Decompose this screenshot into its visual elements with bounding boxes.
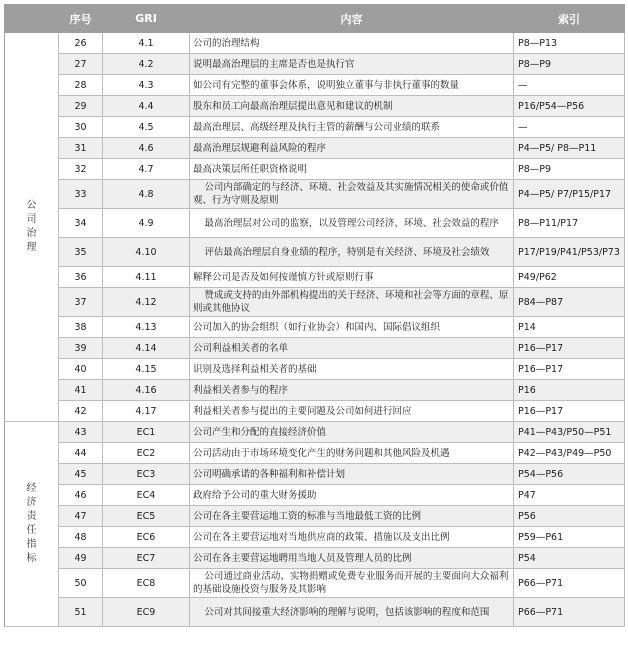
page-index: P49/P62: [514, 267, 625, 288]
page-index: P16/P54—P56: [514, 96, 625, 117]
page-index: P41—P43/P50—P51: [514, 422, 625, 443]
row-number: 34: [59, 209, 103, 238]
table-body: [5, 33, 625, 627]
table-row: [5, 380, 625, 401]
gri-code: 4.3: [103, 75, 190, 96]
header-row: [5, 5, 625, 33]
row-number: 44: [59, 443, 103, 464]
table-row: [5, 138, 625, 159]
row-content: 公司内部确定的与经济、环境、社会效益及其实施情况相关的使命或价值观、行为守则及原则: [190, 180, 514, 209]
gri-code: 4.6: [103, 138, 190, 159]
row-content: 公司在各主要营运地聘用当地人员及管理人员的比例: [190, 548, 514, 569]
gri-code: EC2: [103, 443, 190, 464]
gri-code: EC6: [103, 527, 190, 548]
page-index: P14: [514, 317, 625, 338]
gri-code: 4.11: [103, 267, 190, 288]
row-number: 32: [59, 159, 103, 180]
page-index: P8—P9: [514, 159, 625, 180]
row-content: 公司通过商业活动、实物捐赠或免费专业服务而开展的主要面向大众福利的基础设施投资与服务及其影响: [190, 569, 514, 598]
row-number: 51: [59, 598, 103, 627]
gri-code: EC5: [103, 506, 190, 527]
page-index: —: [514, 75, 625, 96]
table-row: [5, 75, 625, 96]
row-content: 说明最高治理层的主席是否也是执行官: [190, 54, 514, 75]
gri-code: 4.5: [103, 117, 190, 138]
row-number: 36: [59, 267, 103, 288]
table-row: [5, 338, 625, 359]
row-number: 38: [59, 317, 103, 338]
table-row: [5, 506, 625, 527]
page-index: P17/P19/P41/P53/P73: [514, 238, 625, 267]
row-number: 46: [59, 485, 103, 506]
row-number: 35: [59, 238, 103, 267]
table-row: [5, 238, 625, 267]
table-row: [5, 569, 625, 598]
table-row: [5, 317, 625, 338]
gri-code: 4.2: [103, 54, 190, 75]
section-label-char: 任: [26, 525, 37, 536]
gri-code: EC8: [103, 569, 190, 598]
gri-code: 4.12: [103, 288, 190, 317]
row-content: 公司利益相关者的名单: [190, 338, 514, 359]
gri-code: 4.17: [103, 401, 190, 422]
page-index: P56: [514, 506, 625, 527]
table-row: [5, 422, 625, 443]
page-index: P84—P87: [514, 288, 625, 317]
gri-code: 4.15: [103, 359, 190, 380]
gri-code: EC3: [103, 464, 190, 485]
row-content: 赞成或支持的由外部机构提出的关于经济、环境和社会等方面的章程、原则或其他协议: [190, 288, 514, 317]
table-row: [5, 117, 625, 138]
page-index: P47: [514, 485, 625, 506]
page-index: P16—P17: [514, 401, 625, 422]
gri-code: 4.13: [103, 317, 190, 338]
row-number: 40: [59, 359, 103, 380]
header-gri: GRI: [103, 5, 190, 33]
table-row: [5, 443, 625, 464]
row-number: 47: [59, 506, 103, 527]
gri-code: EC9: [103, 598, 190, 627]
gri-code: 4.10: [103, 238, 190, 267]
row-content: 利益相关者参与的程序: [190, 380, 514, 401]
page-index: P8—P9: [514, 54, 625, 75]
row-content: 如公司有完整的董事会体系，说明独立董事与非执行董事的数量: [190, 75, 514, 96]
page-index: P42—P43/P49—P50: [514, 443, 625, 464]
row-number: 27: [59, 54, 103, 75]
table-row: [5, 33, 625, 54]
section-label-char: 指: [26, 539, 37, 550]
page-index: P16—P17: [514, 359, 625, 380]
gri-code: 4.1: [103, 33, 190, 54]
page-index: P54—P56: [514, 464, 625, 485]
row-content: 公司产生和分配的直接经济价值: [190, 422, 514, 443]
header-index: 索引: [514, 5, 625, 33]
section-label-char: 济: [26, 497, 37, 508]
page-index: P8—P11/P17: [514, 209, 625, 238]
section-label-char: 责: [26, 511, 37, 522]
gri-code: 4.16: [103, 380, 190, 401]
table-row: [5, 54, 625, 75]
gri-code: 4.14: [103, 338, 190, 359]
section-label-char: 公: [26, 200, 37, 211]
row-content: 公司对其间接重大经济影响的理解与说明，包括该影响的程度和范围: [190, 598, 514, 627]
row-content: 政府给予公司的重大财务援助: [190, 485, 514, 506]
gri-code: 4.4: [103, 96, 190, 117]
table-row: [5, 485, 625, 506]
row-content: 公司活动由于市场环境变化产生的财务问题和其他风险及机遇: [190, 443, 514, 464]
section-label-char: 标: [26, 553, 37, 564]
row-content: 识别及选择利益相关者的基础: [190, 359, 514, 380]
row-number: 43: [59, 422, 103, 443]
row-content: 公司的治理结构: [190, 33, 514, 54]
gri-code: EC7: [103, 548, 190, 569]
row-content: 公司在各主要营运地对当地供应商的政策、措施以及支出比例: [190, 527, 514, 548]
row-number: 33: [59, 180, 103, 209]
row-content: 利益相关者参与提出的主要问题及公司如何进行回应: [190, 401, 514, 422]
row-number: 48: [59, 527, 103, 548]
table-row: [5, 180, 625, 209]
header-number: 序号: [59, 5, 103, 33]
section-label-char: 治: [26, 228, 37, 239]
table-row: [5, 267, 625, 288]
row-number: 26: [59, 33, 103, 54]
table-row: [5, 464, 625, 485]
page-index: P4—P5/ P7/P15/P17: [514, 180, 625, 209]
row-content: 股东和员工向最高治理层提出意见和建议的机制: [190, 96, 514, 117]
row-number: 29: [59, 96, 103, 117]
row-number: 50: [59, 569, 103, 598]
gri-code: 4.9: [103, 209, 190, 238]
page-index: P59—P61: [514, 527, 625, 548]
table-row: [5, 209, 625, 238]
row-number: 39: [59, 338, 103, 359]
table-row: [5, 96, 625, 117]
gri-code: EC1: [103, 422, 190, 443]
section-label-char: 司: [26, 214, 37, 225]
table-row: [5, 598, 625, 627]
section-label: [5, 33, 59, 422]
header-content: 内容: [190, 5, 514, 33]
row-content: 公司加入的协会组织（如行业协会）和国内、国际倡议组织: [190, 317, 514, 338]
row-number: 31: [59, 138, 103, 159]
row-number: 30: [59, 117, 103, 138]
row-number: 37: [59, 288, 103, 317]
page-index: P66—P71: [514, 569, 625, 598]
table-row: [5, 288, 625, 317]
gri-index-table: [4, 4, 625, 627]
row-number: 42: [59, 401, 103, 422]
gri-code: 4.8: [103, 180, 190, 209]
table-row: [5, 159, 625, 180]
header-section: [5, 5, 59, 33]
page-index: P54: [514, 548, 625, 569]
section-label-char: 经: [26, 483, 37, 494]
row-content: 评估最高治理层自身业绩的程序，特别是有关经济、环境及社会绩效: [190, 238, 514, 267]
row-content: 最高治理层、高级经理及执行主管的薪酬与公司业绩的联系: [190, 117, 514, 138]
table-row: [5, 527, 625, 548]
page-index: P4—P5/ P8—P11: [514, 138, 625, 159]
section-label: [5, 422, 59, 627]
page-index: —: [514, 117, 625, 138]
table-row: [5, 548, 625, 569]
page-index: P8—P13: [514, 33, 625, 54]
row-content: 公司明确承诺的各种福利和补偿计划: [190, 464, 514, 485]
row-number: 41: [59, 380, 103, 401]
row-number: 49: [59, 548, 103, 569]
table-row: [5, 401, 625, 422]
section-label-char: 理: [26, 242, 37, 253]
row-number: 45: [59, 464, 103, 485]
row-content: 解释公司是否及如何按谨慎方针或原则行事: [190, 267, 514, 288]
row-content: 最高治理层规避利益风险的程序: [190, 138, 514, 159]
page-index: P16—P17: [514, 338, 625, 359]
row-content: 最高治理层对公司的监察，以及管理公司经济、环境、社会效益的程序: [190, 209, 514, 238]
table-row: [5, 359, 625, 380]
row-content: 最高决策层所任职资格说明: [190, 159, 514, 180]
row-content: 公司在各主要营运地工资的标准与当地最低工资的比例: [190, 506, 514, 527]
gri-code: EC4: [103, 485, 190, 506]
row-number: 28: [59, 75, 103, 96]
page-index: P16: [514, 380, 625, 401]
page-index: P66—P71: [514, 598, 625, 627]
gri-code: 4.7: [103, 159, 190, 180]
